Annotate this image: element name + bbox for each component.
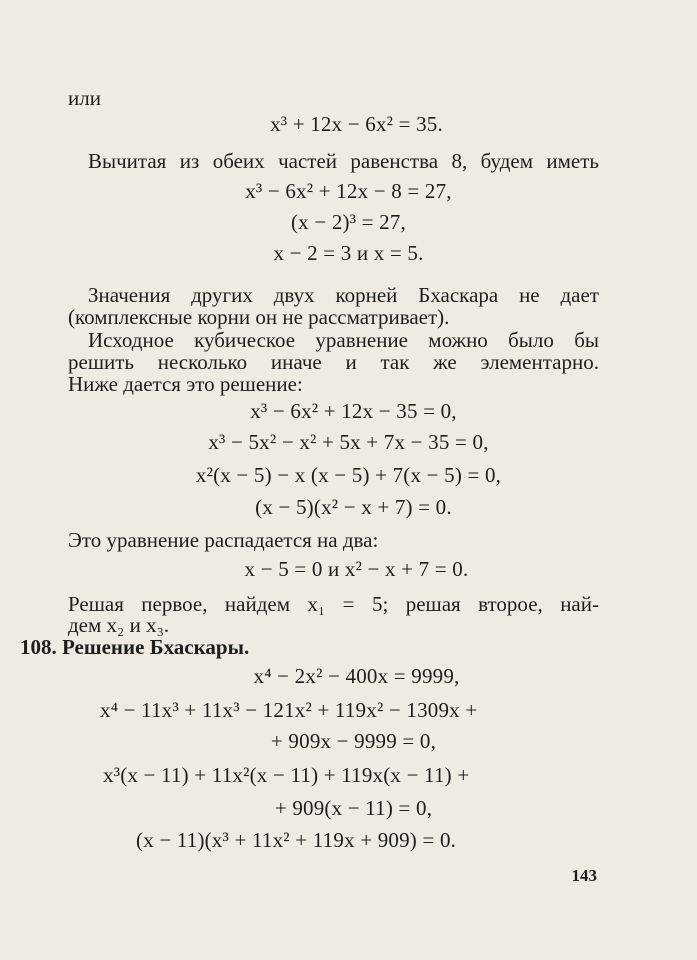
formula-line: x⁴ − 2x² − 400x = 9999, [253,664,460,688]
formula-line: x⁴ − 11x³ + 11x³ − 121x² + 119x² − 1309x + [100,698,478,722]
text-line: Значения других двух корней Бхаскара не дает [88,283,599,307]
formula-line: (x − 2)³ = 27, [290,210,407,234]
text-line: Вычитая из обеих частей равенства 8, будем иметь [88,149,599,173]
formula-line: x³ − 6x² + 12x − 35 = 0, [250,399,457,423]
text-line: Исходное кубическое уравнение можно было бы [88,328,599,352]
formula-line: x²(x − 5) − x (x − 5) + 7(x − 5) = 0, [195,463,502,487]
text-line: решить несколько иначе и так же элементарно. [68,350,599,374]
text-line: Решая первое, найдем x₁ = 5; решая второе, най- [68,592,599,616]
formula-line: x − 2 = 3 и x = 5. [273,241,424,265]
formula-line: x − 5 = 0 и x² − x + 7 = 0. [244,557,469,581]
formula-line: (x − 5)(x² − x + 7) = 0. [255,495,452,519]
text-line: (комплексные корни он не рассматривает). [68,305,450,329]
text-line: дем x₂ и x₃. [68,613,170,637]
page-number: 143 [571,866,597,885]
formula-line: x³ − 6x² + 12x − 8 = 27, [245,179,452,203]
section-heading: 108. Решение Бхаскары. [20,635,250,659]
formula-line: x³(x − 11) + 11x²(x − 11) + 119x(x − 11) + [103,763,470,787]
formula-line: + 909x − 9999 = 0, [270,729,437,753]
formula-line: (x − 11)(x³ + 11x² + 119x + 909) = 0. [136,828,457,852]
formula-line: x³ − 5x² − x² + 5x + 7x − 35 = 0, [208,430,489,454]
text-line: Ниже дается это решение: [68,372,303,396]
formula-line: x³ + 12x − 6x² = 35. [270,112,443,136]
text-line: или [68,86,101,110]
text-line: Это уравнение распадается на два: [68,528,379,552]
formula-line: + 909(x − 11) = 0, [274,796,433,820]
